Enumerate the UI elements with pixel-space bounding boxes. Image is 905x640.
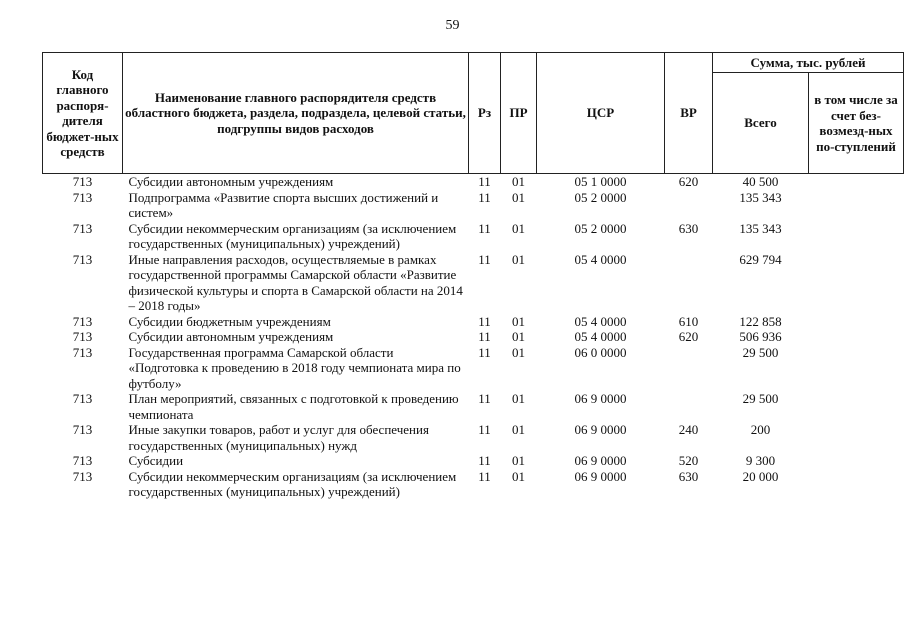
cell-code: 713	[72, 174, 93, 189]
cell-code: 713	[72, 251, 93, 267]
cell-code: 713	[72, 313, 93, 329]
cell-vr: 240	[678, 422, 699, 437]
cell-total: 506 936	[739, 329, 782, 344]
cell-total: 135 343	[739, 189, 782, 205]
table-header-row	[43, 53, 904, 73]
cell-name: Иные направления расходов, осуществляемые в рамках государственной программы Самарской области «Развитие физической культуры и спорта в Самарской области на 2014 – 2018 годы»	[128, 251, 463, 313]
table-row	[43, 252, 904, 314]
cell-csr: 05 2 0000	[574, 189, 627, 205]
cell-total: 200	[750, 422, 771, 437]
cell-grant	[809, 391, 904, 422]
cell-name: Иные закупки товаров, работ и услуг для обеспечения государственных (муниципальных) нужд	[128, 422, 429, 453]
cell-csr: 05 4 0000	[574, 329, 627, 344]
cell-rz: 11	[478, 468, 491, 484]
header-rz: Рз	[469, 53, 501, 174]
table-row	[43, 221, 904, 252]
cell-grant	[809, 422, 904, 453]
cell-name: Субсидии	[128, 453, 184, 468]
cell-pr: 01	[512, 313, 525, 329]
cell-vr: 630	[678, 220, 699, 236]
table-row	[43, 190, 904, 221]
cell-total: 29 500	[742, 391, 779, 406]
cell-total: 135 343	[739, 220, 782, 236]
cell-pr: 01	[512, 453, 525, 468]
cell-pr: 01	[512, 329, 525, 344]
cell-csr: 05 1 0000	[574, 174, 627, 189]
cell-code: 713	[72, 391, 93, 406]
cell-rz: 11	[478, 422, 491, 437]
cell-total: 122 858	[739, 313, 782, 329]
cell-grant	[809, 252, 904, 314]
cell-csr: 05 2 0000	[574, 220, 627, 236]
cell-code: 713	[72, 422, 93, 437]
cell-code: 713	[72, 453, 93, 468]
cell-pr: 01	[512, 174, 525, 189]
cell-pr: 01	[512, 220, 525, 236]
table-body	[43, 174, 904, 500]
cell-grant	[809, 190, 904, 221]
cell-csr: 06 9 0000	[574, 453, 627, 468]
cell-rz: 11	[478, 313, 491, 329]
cell-code: 713	[72, 189, 93, 205]
cell-code: 713	[72, 344, 93, 360]
cell-rz: 11	[478, 220, 491, 236]
cell-vr	[665, 252, 713, 314]
cell-pr: 01	[512, 344, 525, 360]
header-vr: ВР	[665, 53, 713, 174]
cell-rz: 11	[478, 189, 491, 205]
cell-csr: 05 4 0000	[574, 313, 627, 329]
cell-total: 9 300	[745, 453, 776, 468]
cell-grant	[809, 314, 904, 330]
header-code: Код главного распоря-дителя бюджет-ных средств	[43, 53, 123, 174]
header-grant: в том числе за счет без-возмезд-ных по-ступлений	[809, 73, 904, 174]
cell-rz: 11	[478, 453, 491, 468]
table-row	[43, 469, 904, 500]
cell-grant	[809, 453, 904, 469]
cell-name: Государственная программа Самарской области «Подготовка к проведению в 2018 году чемпионата мира по футболу»	[128, 344, 461, 391]
cell-name: Субсидии некоммерческим организациям (за исключением государственных (муниципальных) учреждений)	[128, 220, 457, 251]
cell-vr: 520	[678, 453, 699, 468]
table-row	[43, 329, 904, 345]
cell-csr: 06 9 0000	[574, 468, 627, 484]
cell-grant	[809, 329, 904, 345]
cell-grant	[809, 345, 904, 392]
table-row	[43, 391, 904, 422]
cell-name: План мероприятий, связанных с подготовкой к проведению чемпионата	[128, 391, 459, 422]
cell-total: 29 500	[742, 344, 779, 360]
cell-rz: 11	[478, 329, 491, 344]
table-row	[43, 453, 904, 469]
table-row	[43, 422, 904, 453]
cell-grant	[809, 469, 904, 500]
cell-csr: 06 9 0000	[574, 422, 627, 437]
cell-vr	[665, 391, 713, 422]
cell-rz: 11	[478, 174, 491, 189]
cell-total: 20 000	[742, 468, 779, 484]
cell-name: Субсидии некоммерческим организациям (за исключением государственных (муниципальных) учреждений)	[128, 468, 457, 499]
header-name: Наименование главного распорядителя средств областного бюджета, раздела, подраздела, целевой статьи, подгруппы видов расходов	[123, 53, 469, 174]
cell-name: Субсидии автономным учреждениям	[128, 329, 334, 344]
cell-name: Субсидии бюджетным учреждениям	[128, 313, 331, 329]
cell-total: 40 500	[742, 174, 779, 189]
header-sum: Сумма, тыс. рублей	[713, 53, 904, 73]
cell-name: Подпрограмма «Развитие спорта высших достижений и систем»	[128, 189, 439, 220]
table-row	[43, 174, 904, 190]
cell-total: 629 794	[739, 251, 782, 267]
cell-code: 713	[72, 468, 93, 484]
cell-vr	[665, 345, 713, 392]
cell-pr: 01	[512, 189, 525, 205]
cell-csr: 06 9 0000	[574, 391, 627, 406]
cell-vr: 620	[678, 329, 699, 344]
cell-rz: 11	[478, 251, 491, 267]
cell-vr: 620	[678, 174, 699, 189]
table-row	[43, 345, 904, 392]
cell-pr: 01	[512, 468, 525, 484]
cell-vr: 610	[678, 313, 699, 329]
cell-rz: 11	[478, 344, 491, 360]
cell-pr: 01	[512, 391, 525, 406]
cell-vr	[665, 190, 713, 221]
budget-table	[42, 52, 904, 500]
header-total: Всего	[713, 73, 809, 174]
cell-vr: 630	[678, 468, 699, 484]
cell-rz: 11	[478, 391, 491, 406]
cell-csr: 06 0 0000	[574, 344, 627, 360]
cell-pr: 01	[512, 422, 525, 437]
cell-pr: 01	[512, 251, 525, 267]
cell-grant	[809, 221, 904, 252]
cell-grant	[809, 174, 904, 190]
cell-name: Субсидии автономным учреждениям	[128, 174, 334, 189]
cell-code: 713	[72, 220, 93, 236]
cell-csr: 05 4 0000	[574, 251, 627, 267]
page-number: 59	[445, 18, 460, 33]
cell-code: 713	[72, 329, 93, 344]
table-row	[43, 314, 904, 330]
header-pr: ПР	[501, 53, 537, 174]
header-csr: ЦСР	[537, 53, 665, 174]
